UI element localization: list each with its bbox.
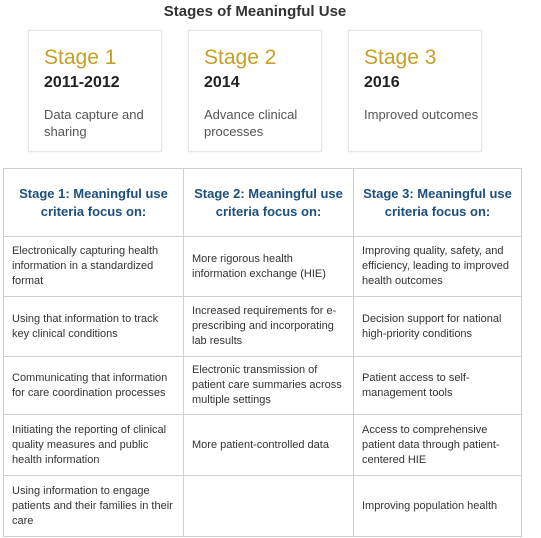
- table-row: [4, 357, 522, 415]
- table-cell: Decision support for national high-priority conditions: [354, 297, 522, 357]
- stage-card-years: 2011-2012: [44, 74, 120, 91]
- table-cell: Communicating that information for care coordination processes: [4, 357, 184, 415]
- stage-card-description: Improved outcomes: [364, 107, 479, 122]
- stage-card-name: Stage 1: [44, 46, 117, 69]
- stage-card-years: 2014: [204, 74, 240, 91]
- table-cell: [184, 476, 354, 537]
- table-cell: Initiating the reporting of clinical quality measures and public health information: [4, 415, 184, 476]
- table-cell: Access to comprehensive patient data through patient-centered HIE: [354, 415, 522, 476]
- stage-card-3: [348, 30, 482, 152]
- stage-card-1: [28, 30, 162, 152]
- table-cell: Improving quality, safety, and efficiency, leading to improved health outcomes: [354, 237, 522, 297]
- header-stage-2: Stage 2: Meaningful use criteria focus on:: [184, 169, 354, 237]
- table-row: [4, 237, 522, 297]
- page-title: Stages of Meaningful Use: [163, 3, 347, 20]
- table-row: [4, 297, 522, 357]
- stage-card-years: 2016: [364, 74, 400, 91]
- table-cell: Patient access to self-management tools: [354, 357, 522, 415]
- table-cell: Using information to engage patients and their families in their care: [4, 476, 184, 537]
- table-cell: More patient-controlled data: [184, 415, 354, 476]
- stage-card-name: Stage 3: [364, 46, 437, 69]
- table-cell: Using that information to track key clinical conditions: [4, 297, 184, 357]
- table-row: [4, 476, 522, 537]
- table-cell: Electronic transmission of patient care summaries across multiple settings: [184, 357, 354, 415]
- table-cell: Electronically capturing health information in a standardized format: [4, 237, 184, 297]
- table-header-row: [4, 169, 522, 237]
- table-cell: Increased requirements for e-prescribing and incorporating lab results: [184, 297, 354, 357]
- header-stage-1: Stage 1: Meaningful use criteria focus on:: [4, 169, 184, 237]
- stage-card-description: Data capture and sharing: [44, 107, 144, 139]
- header-stage-3: Stage 3: Meaningful use criteria focus on:: [354, 169, 522, 237]
- table-row: [4, 415, 522, 476]
- table-cell: More rigorous health information exchange (HIE): [184, 237, 354, 297]
- table-cell: Improving population health: [354, 476, 522, 537]
- stage-card-name: Stage 2: [204, 46, 277, 69]
- stage-card-2: [188, 30, 322, 152]
- criteria-table: [3, 168, 522, 537]
- stage-card-description: Advance clinical processes: [204, 107, 298, 139]
